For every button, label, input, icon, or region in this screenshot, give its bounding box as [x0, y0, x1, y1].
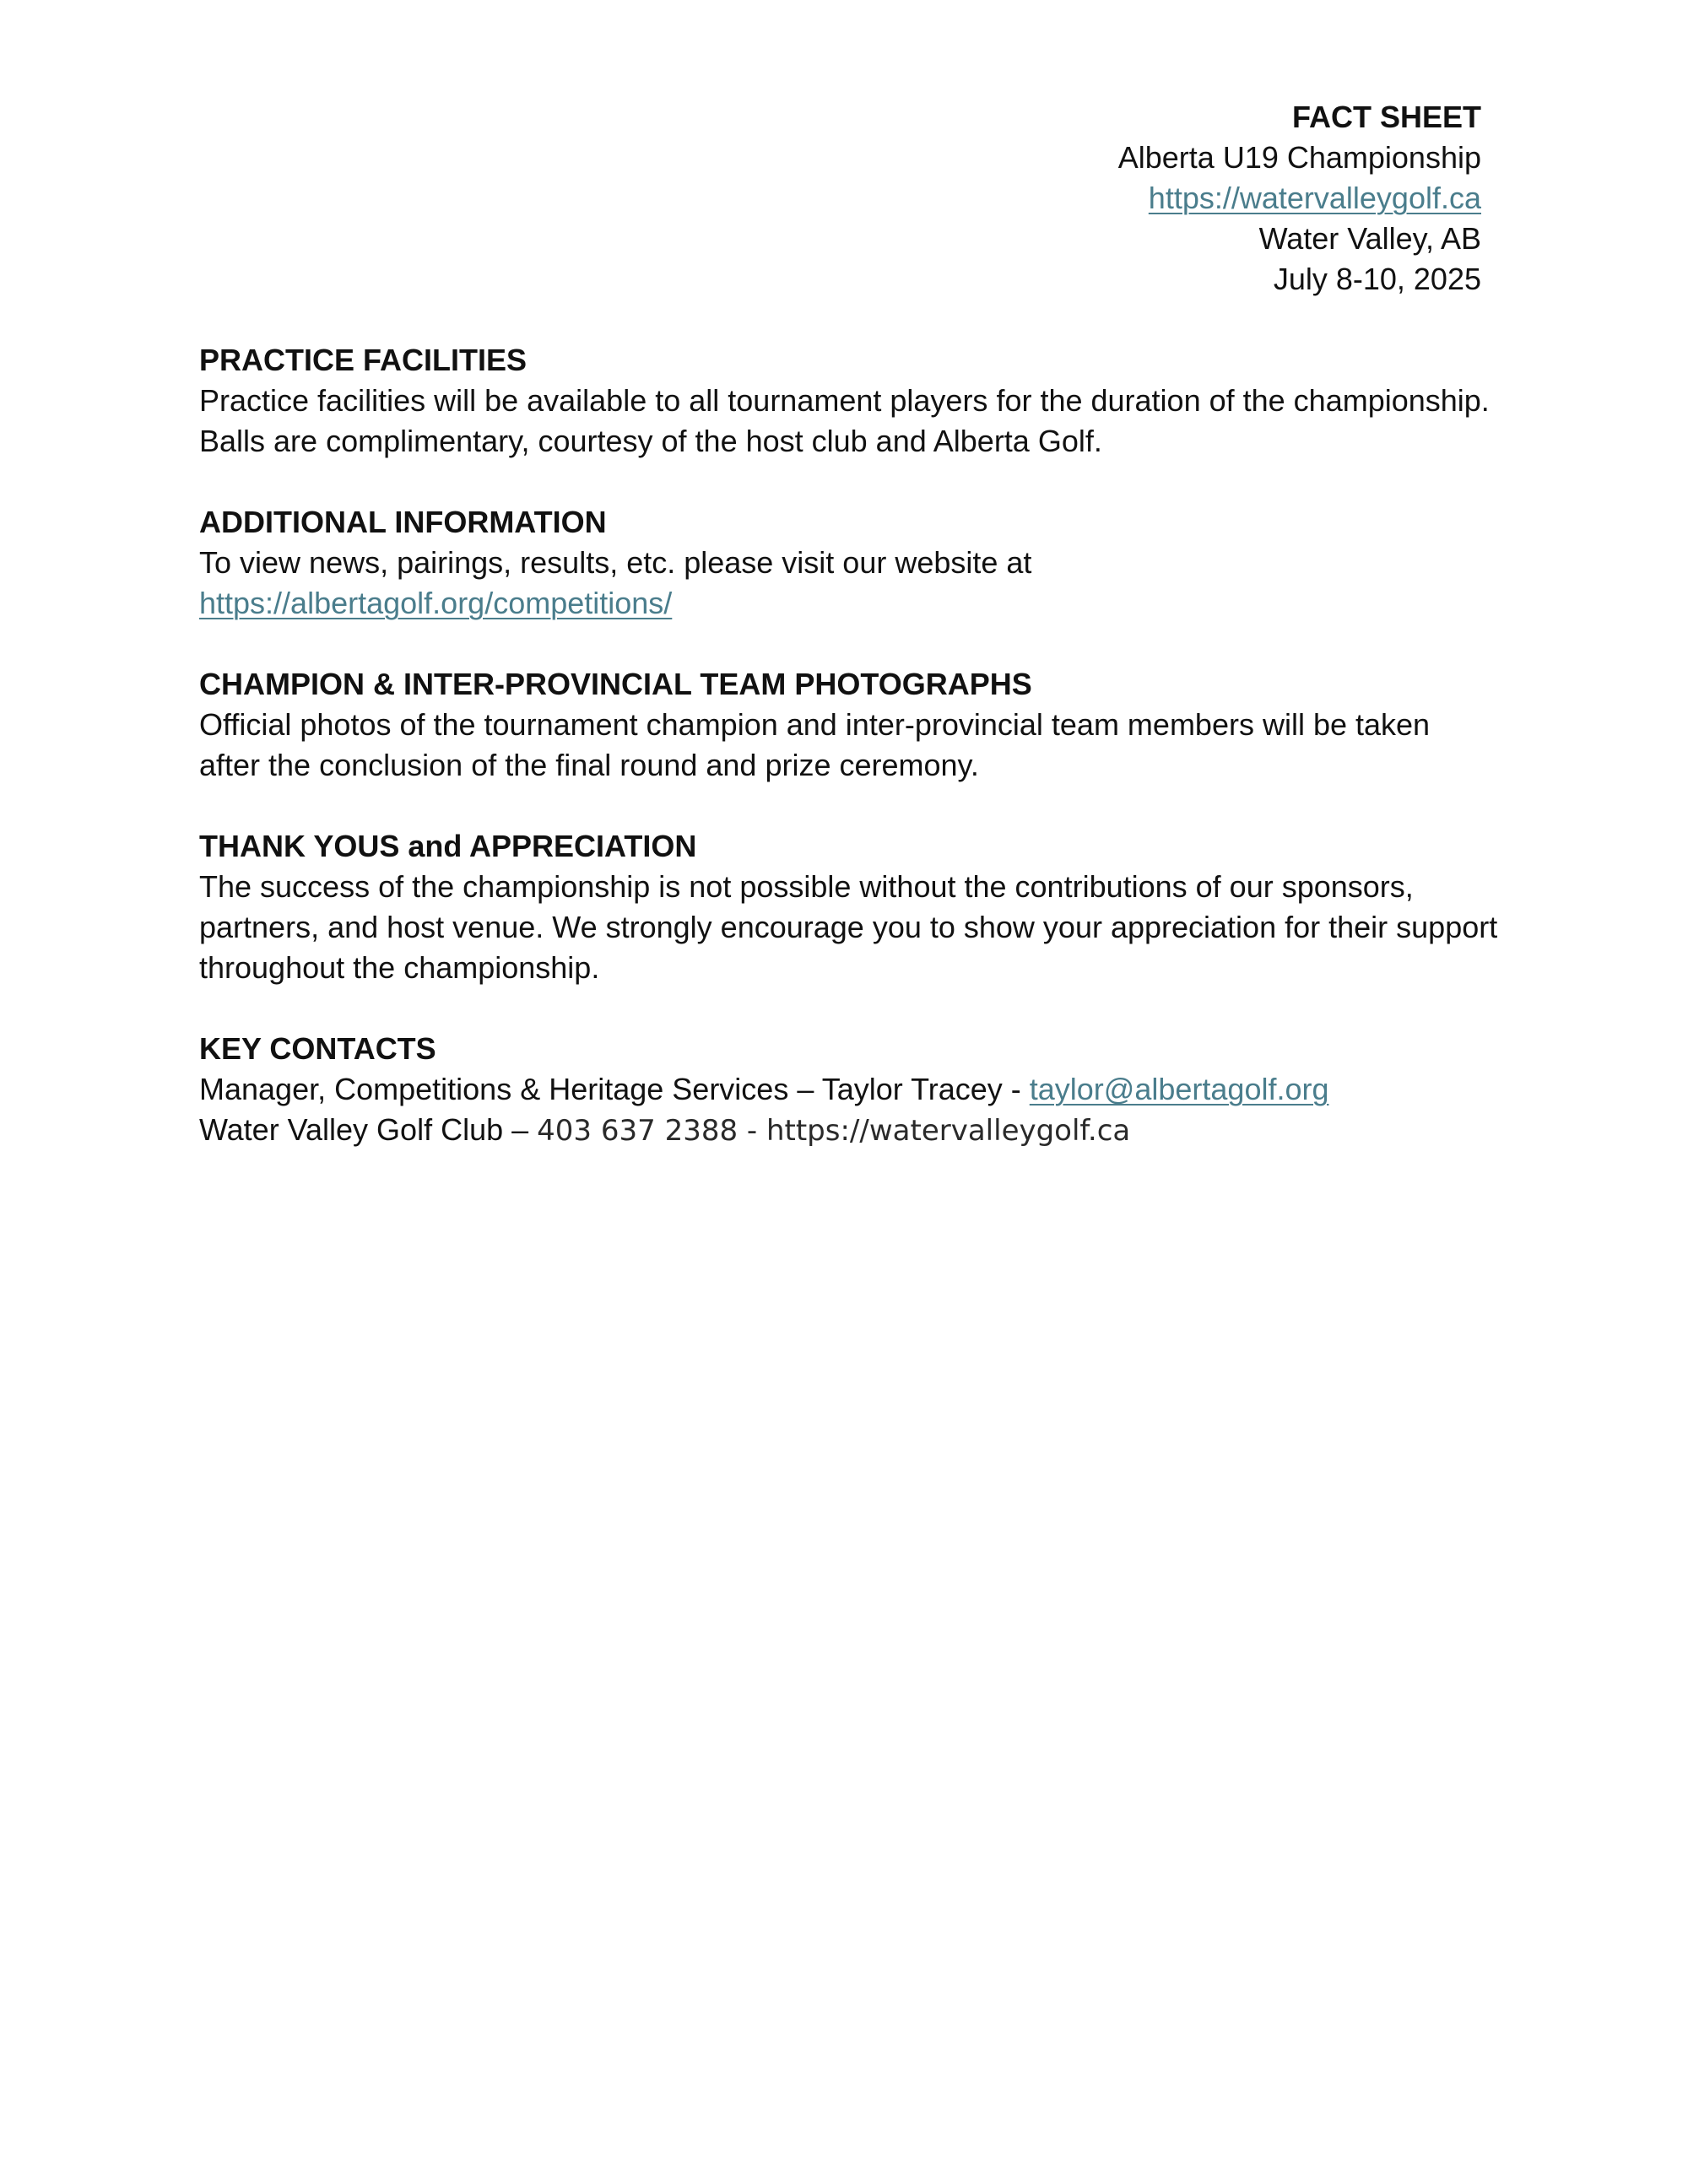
photographs-section: [199, 664, 1499, 786]
section-body: Official photos of the tournament champion and inter-provincial team members will be taken after the conclusion of the final round and prize ceremony.: [199, 707, 1431, 782]
contact-line-manager: [199, 1069, 1499, 1110]
practice-facilities-section: [199, 340, 1499, 462]
event-name: Alberta U19 Championship: [1117, 140, 1481, 175]
section-heading: CHAMPION & INTER-PROVINCIAL TEAM PHOTOGRAPHS: [199, 667, 1032, 701]
venue-website-link[interactable]: https://watervalleygolf.ca: [1148, 181, 1481, 215]
contact-club-text: Water Valley Golf Club –: [199, 1112, 538, 1147]
additional-information-section: [199, 502, 1499, 624]
section-heading: PRACTICE FACILITIES: [199, 343, 528, 377]
section-body: To view news, pairings, results, etc. please visit our website at: [199, 545, 1032, 580]
thank-yous-section: [199, 826, 1499, 988]
contact-email-link[interactable]: taylor@albertagolf.org: [1029, 1072, 1329, 1106]
contact-manager-text: Manager, Competitions & Heritage Services – Taylor Tracey -: [199, 1072, 1030, 1106]
fact-sheet-header: [468, 97, 1481, 300]
contact-line-golf-club: [199, 1110, 1499, 1151]
section-heading: KEY CONTACTS: [199, 1031, 436, 1066]
contact-club-details: 403 637 2388 - https://watervalleygolf.ca: [537, 1114, 1131, 1148]
section-heading: THANK YOUS and APPRECIATION: [199, 829, 697, 863]
section-body: Practice facilities will be available to all tournament players for the duration of the championship. Balls are complimentary, courtesy of the host club and Alberta Golf.: [199, 383, 1490, 458]
section-body: The success of the championship is not possible without the contributions of our sponsors, partners, and host venue. We strongly encourage you to show your appreciation for their support throughout the championship.: [199, 869, 1498, 985]
document-body: [199, 340, 1499, 1192]
fact-sheet-title: FACT SHEET: [1291, 100, 1481, 134]
competitions-link[interactable]: https://albertagolf.org/competitions/: [199, 586, 673, 620]
event-dates: July 8-10, 2025: [1273, 262, 1481, 296]
event-location: Water Valley, AB: [1258, 221, 1481, 256]
section-heading: ADDITIONAL INFORMATION: [199, 505, 607, 539]
key-contacts-section: [199, 1029, 1499, 1151]
